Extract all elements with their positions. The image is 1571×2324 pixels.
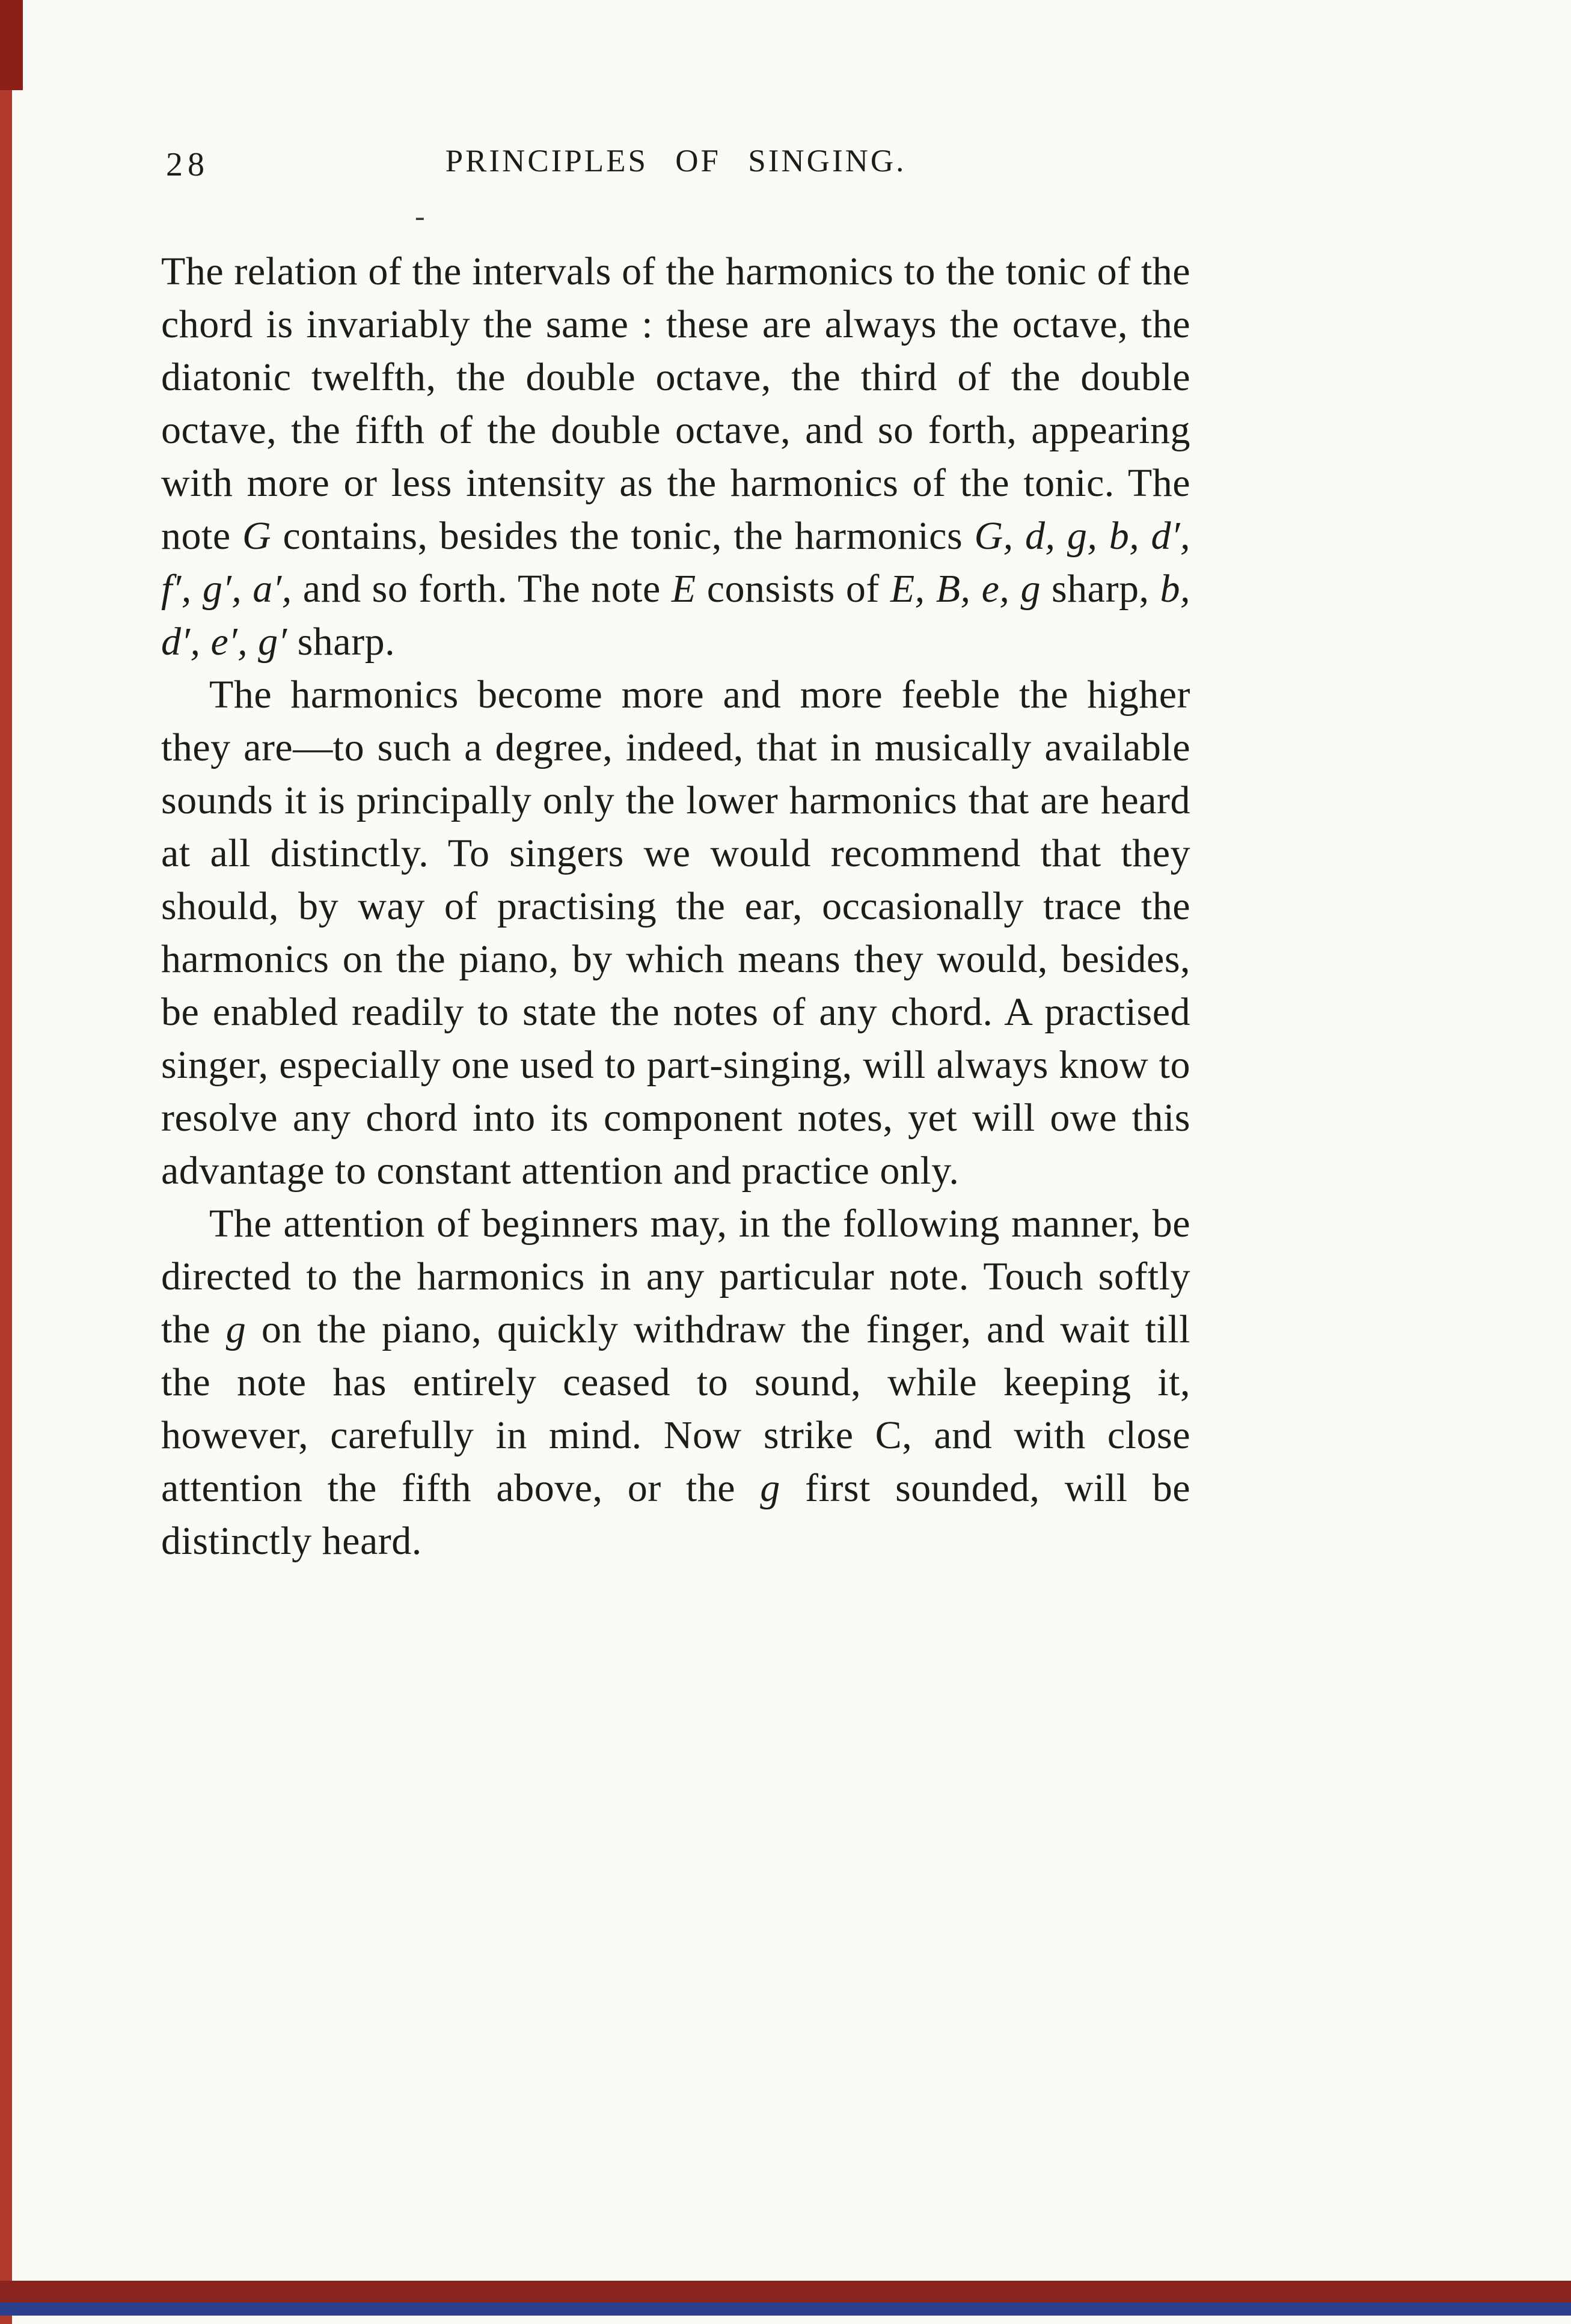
italic-text-segment: b, d′, e′, g′ [161, 567, 1191, 664]
text-segment: contains, besides the tonic, the harmonics [271, 514, 975, 558]
scan-edge-left-top [0, 0, 23, 90]
italic-text-segment: G [242, 514, 272, 558]
text-block [161, 245, 1190, 1568]
italic-text-segment: g [225, 1307, 247, 1351]
text-segment: consists of [696, 567, 890, 611]
scan-bottom-red-band [0, 2281, 1571, 2302]
italic-text-segment: E [671, 567, 696, 611]
paragraph [161, 668, 1190, 1197]
italic-text-segment: E, B, e, [890, 567, 1010, 611]
page-number: 28 [166, 146, 209, 183]
scan-edge-left [0, 0, 12, 2324]
text-segment [1009, 567, 1020, 611]
text-segment: The attention of beginners may, in the following manner, be directed to the harmonics in any particular note. Touch softly the [161, 1202, 1190, 1351]
italic-text-segment: g [760, 1466, 780, 1510]
running-header [161, 143, 1190, 191]
text-segment: sharp. [287, 620, 396, 664]
page-title: PRINCIPLES OF SINGING. [445, 144, 907, 179]
scan-dash-mark: - [415, 199, 425, 233]
italic-text-segment: G, d, g, b, d′, f′, g′, a′, [161, 514, 1190, 611]
paragraph [161, 245, 1190, 668]
text-segment: The harmonics become more and more feeble the higher they are—to such a degree, indeed, that in musically available sounds it is principally only the lower harmonics that are heard at all distinctly. To singers we would recommend that they should, by way of practising the ear, occasionally trace the harmonics on the piano, by which means they would, besides, be enabled readily to state the notes of any chord. A practised singer, especially one used to part-singing, will always know to resolve any chord into its component notes, yet will owe this advantage to constant attention and practice only. [161, 673, 1190, 1193]
text-segment: The relation of the intervals of the harmonics to the tonic of the chord is invariably the same : these are always the octave, the diatonic twelfth, the double octave, the third of the double octave, the fifth of the double octave, and so forth, appearing with more or less intensity as the harmonics of the tonic. The note [161, 249, 1190, 558]
text-segment: on the piano, quickly withdraw the finger, and wait till the note has entirely ceased to sound, while keeping it, however, carefully in mind. Now strike C, and with close attention the fifth above, or the [161, 1307, 1190, 1510]
text-segment: and so forth. The note [292, 567, 672, 611]
scan-bottom-blue-line [0, 2302, 1571, 2316]
paragraph [161, 1197, 1190, 1568]
italic-text-segment: g [1020, 567, 1041, 611]
text-segment: sharp, [1040, 567, 1160, 611]
text-segment: first sounded, will be distinctly heard. [161, 1466, 1190, 1563]
